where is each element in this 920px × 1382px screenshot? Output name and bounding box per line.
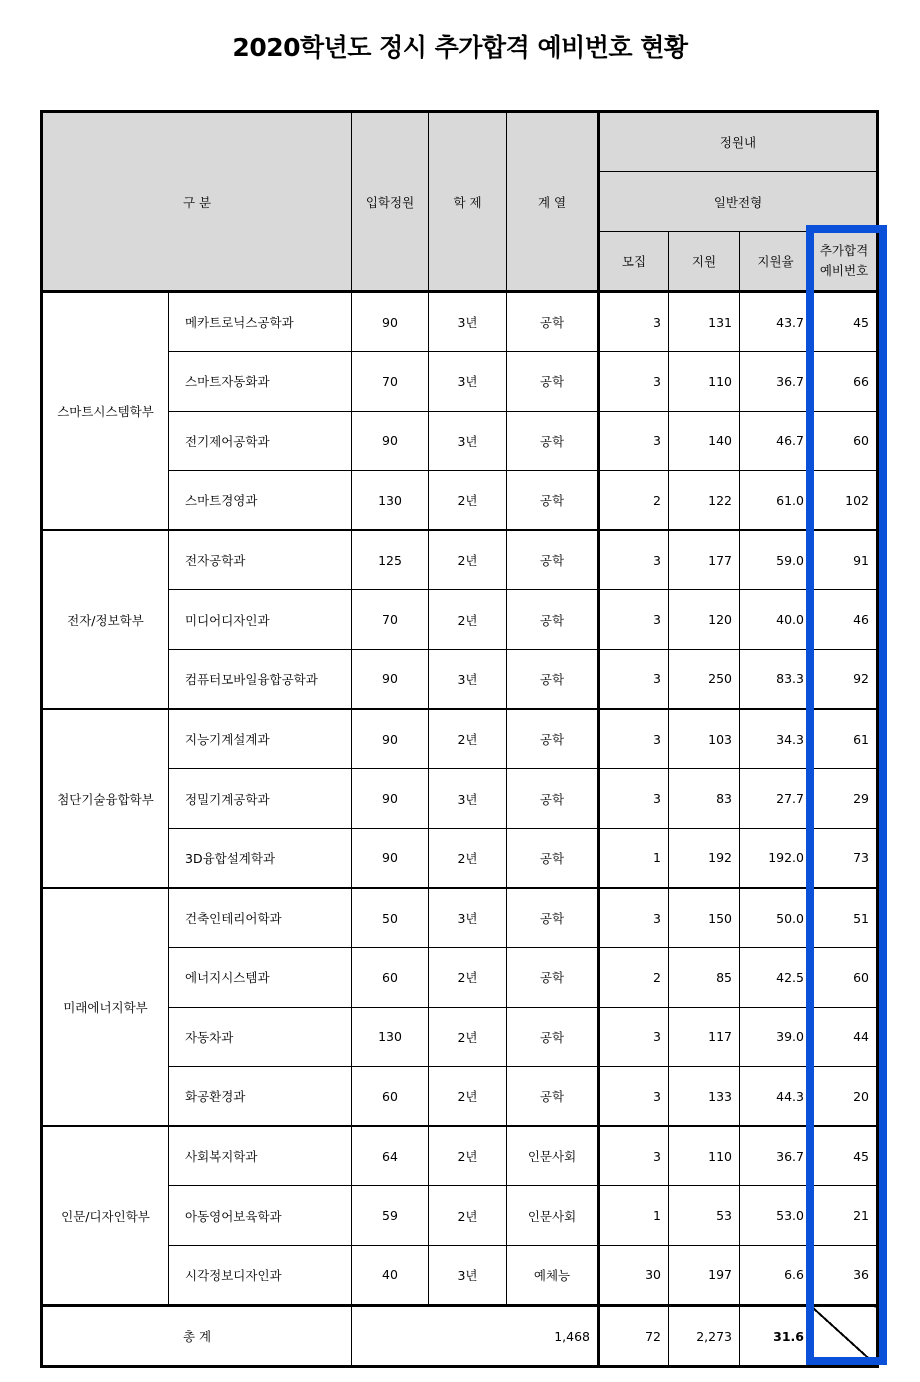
years-cell: 2년 [429,590,507,649]
years-cell: 2년 [429,948,507,1007]
field-cell: 공학 [507,292,599,352]
ratio-cell: 39.0 [740,1007,812,1066]
dept-name: 컴퓨터모바일융합공학과 [169,649,352,709]
header-within-quota: 정원내 [599,112,878,172]
applicants-cell: 53 [669,1186,740,1245]
quota-cell: 60 [352,948,429,1007]
field-cell: 인문사회 [507,1186,599,1245]
applicants-cell: 150 [669,888,740,948]
recruit-cell: 3 [599,1007,669,1066]
waitlist-cell: 36 [812,1245,878,1305]
field-cell: 공학 [507,470,599,530]
years-cell: 3년 [429,888,507,948]
waitlist-cell: 29 [812,769,878,828]
ratio-cell: 53.0 [740,1186,812,1245]
ratio-cell: 50.0 [740,888,812,948]
field-cell: 인문사회 [507,1126,599,1186]
ratio-cell: 44.3 [740,1066,812,1126]
field-cell: 공학 [507,948,599,1007]
waitlist-cell: 60 [812,948,878,1007]
waitlist-cell: 21 [812,1186,878,1245]
waitlist-cell: 44 [812,1007,878,1066]
quota-cell: 60 [352,1066,429,1126]
header-general: 일반전형 [599,172,878,232]
years-cell: 3년 [429,649,507,709]
total-ratio: 31.6 [740,1306,812,1367]
years-cell: 3년 [429,1245,507,1305]
years-cell: 2년 [429,709,507,769]
quota-cell: 90 [352,292,429,352]
group-name: 미래에너지학부 [42,888,169,1126]
quota-cell: 125 [352,530,429,590]
dept-name: 자동차과 [169,1007,352,1066]
quota-cell: 70 [352,352,429,411]
applicants-cell: 83 [669,769,740,828]
years-cell: 3년 [429,352,507,411]
ratio-cell: 36.7 [740,352,812,411]
header-quota: 입학정원 [352,112,429,292]
dept-name: 메카트로닉스공학과 [169,292,352,352]
applicants-cell: 117 [669,1007,740,1066]
years-cell: 2년 [429,1126,507,1186]
group-name: 첨단기술융합학부 [42,709,169,888]
applicants-cell: 110 [669,352,740,411]
total-quota: 1,468 [352,1306,599,1367]
quota-cell: 40 [352,1245,429,1305]
recruit-cell: 2 [599,948,669,1007]
table-row [42,530,878,590]
recruit-cell: 3 [599,888,669,948]
header-years: 학 제 [429,112,507,292]
quota-cell: 64 [352,1126,429,1186]
header-waitlist-line1: 추가합격 [819,243,869,258]
quota-cell: 90 [352,411,429,470]
waitlist-cell: 92 [812,649,878,709]
quota-cell: 90 [352,769,429,828]
applicants-cell: 192 [669,828,740,888]
quota-cell: 90 [352,709,429,769]
dept-name: 건축인테리어학과 [169,888,352,948]
recruit-cell: 1 [599,828,669,888]
ratio-cell: 27.7 [740,769,812,828]
group-name: 스마트시스템학부 [42,292,169,531]
waitlist-cell: 102 [812,470,878,530]
recruit-cell: 3 [599,411,669,470]
field-cell: 공학 [507,1066,599,1126]
dept-name: 아동영어보육학과 [169,1186,352,1245]
applicants-cell: 103 [669,709,740,769]
recruit-cell: 3 [599,709,669,769]
field-cell: 공학 [507,530,599,590]
dept-name: 사회복지학과 [169,1126,352,1186]
quota-cell: 59 [352,1186,429,1245]
recruit-cell: 3 [599,1126,669,1186]
ratio-cell: 83.3 [740,649,812,709]
applicants-cell: 177 [669,530,740,590]
applicants-cell: 250 [669,649,740,709]
total-waitlist-empty [812,1306,878,1367]
waitlist-cell: 20 [812,1066,878,1126]
years-cell: 2년 [429,1066,507,1126]
table-row [42,292,878,352]
field-cell: 예체능 [507,1245,599,1305]
dept-name: 정밀기계공학과 [169,769,352,828]
dept-name: 3D융합설계학과 [169,828,352,888]
waitlist-cell: 73 [812,828,878,888]
ratio-cell: 61.0 [740,470,812,530]
waitlist-cell: 45 [812,1126,878,1186]
recruit-cell: 3 [599,590,669,649]
total-recruit: 72 [599,1306,669,1367]
field-cell: 공학 [507,590,599,649]
dept-name: 지능기계설계과 [169,709,352,769]
header-applicants: 지원 [669,232,740,292]
table-row [42,709,878,769]
ratio-cell: 6.6 [740,1245,812,1305]
recruit-cell: 3 [599,769,669,828]
admission-waitlist-table [40,110,879,1368]
field-cell: 공학 [507,411,599,470]
waitlist-cell: 61 [812,709,878,769]
dept-name: 스마트자동화과 [169,352,352,411]
header-category: 구 분 [42,112,352,292]
group-name: 인문/디자인학부 [42,1126,169,1305]
ratio-cell: 46.7 [740,411,812,470]
header-waitlist [812,232,878,292]
waitlist-cell: 51 [812,888,878,948]
dept-name: 에너지시스템과 [169,948,352,1007]
group-name: 전자/정보학부 [42,530,169,709]
ratio-cell: 59.0 [740,530,812,590]
recruit-cell: 3 [599,530,669,590]
dept-name: 스마트경영과 [169,470,352,530]
recruit-cell: 3 [599,292,669,352]
dept-name: 전기제어공학과 [169,411,352,470]
years-cell: 3년 [429,769,507,828]
ratio-cell: 40.0 [740,590,812,649]
ratio-cell: 36.7 [740,1126,812,1186]
waitlist-cell: 60 [812,411,878,470]
quota-cell: 130 [352,1007,429,1066]
field-cell: 공학 [507,769,599,828]
years-cell: 3년 [429,292,507,352]
years-cell: 2년 [429,470,507,530]
ratio-cell: 192.0 [740,828,812,888]
recruit-cell: 1 [599,1186,669,1245]
years-cell: 2년 [429,828,507,888]
quota-cell: 90 [352,649,429,709]
waitlist-cell: 46 [812,590,878,649]
dept-name: 미디어디자인과 [169,590,352,649]
field-cell: 공학 [507,828,599,888]
applicants-cell: 120 [669,590,740,649]
years-cell: 3년 [429,411,507,470]
table-row [42,888,878,948]
header-ratio: 지원율 [740,232,812,292]
applicants-cell: 140 [669,411,740,470]
ratio-cell: 43.7 [740,292,812,352]
field-cell: 공학 [507,888,599,948]
dept-name: 시각정보디자인과 [169,1245,352,1305]
ratio-cell: 42.5 [740,948,812,1007]
dept-name: 전자공학과 [169,530,352,590]
header-field: 계 열 [507,112,599,292]
years-cell: 2년 [429,1007,507,1066]
recruit-cell: 30 [599,1245,669,1305]
header-waitlist-line2: 예비번호 [819,263,869,278]
field-cell: 공학 [507,1007,599,1066]
recruit-cell: 2 [599,470,669,530]
field-cell: 공학 [507,709,599,769]
total-applicants: 2,273 [669,1306,740,1367]
table-row [42,1126,878,1186]
recruit-cell: 3 [599,649,669,709]
applicants-cell: 197 [669,1245,740,1305]
recruit-cell: 3 [599,1066,669,1126]
applicants-cell: 131 [669,292,740,352]
page-title: 2020학년도 정시 추가합격 예비번호 현황 [232,33,688,62]
waitlist-cell: 66 [812,352,878,411]
dept-name: 화공환경과 [169,1066,352,1126]
applicants-cell: 85 [669,948,740,1007]
waitlist-cell: 91 [812,530,878,590]
total-label: 총 계 [42,1306,352,1367]
quota-cell: 70 [352,590,429,649]
field-cell: 공학 [507,352,599,411]
quota-cell: 130 [352,470,429,530]
quota-cell: 50 [352,888,429,948]
applicants-cell: 122 [669,470,740,530]
recruit-cell: 3 [599,352,669,411]
years-cell: 2년 [429,530,507,590]
header-recruit: 모집 [599,232,669,292]
applicants-cell: 133 [669,1066,740,1126]
years-cell: 2년 [429,1186,507,1245]
field-cell: 공학 [507,649,599,709]
waitlist-cell: 45 [812,292,878,352]
applicants-cell: 110 [669,1126,740,1186]
quota-cell: 90 [352,828,429,888]
ratio-cell: 34.3 [740,709,812,769]
